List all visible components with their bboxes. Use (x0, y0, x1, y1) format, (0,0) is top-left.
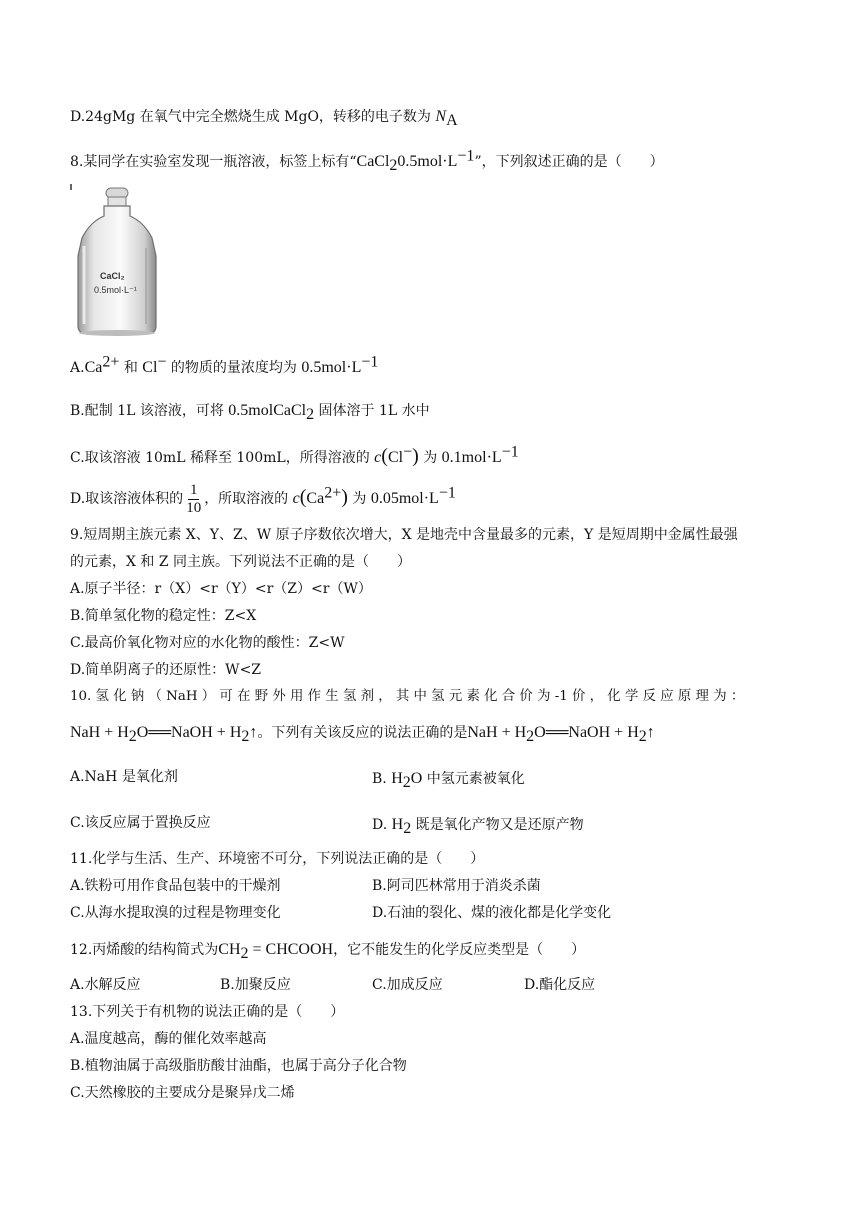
q12-option-c: C.加成反应 (372, 977, 443, 993)
q9-option-b: B.简单氢化物的稳定性：Z<X (70, 608, 257, 624)
q13-option-c: C.天然橡胶的主要成分是聚异戊二烯 (70, 1085, 295, 1101)
q11-option-a: A.铁粉可用作食品包装中的干燥剂 (70, 878, 281, 894)
q12-option-d: D.酯化反应 (524, 977, 596, 993)
bottle-label-concentration: 0.5mol·L⁻¹ (94, 285, 137, 295)
q10-option-d: D. $H_2$ 既是氧化产物又是还原产物 (372, 816, 584, 837)
q12-stem: 12.丙烯酸的结构简式为$CH_2$ = CHCOOH，它不能发生的化学反应类型是（ ） (70, 941, 586, 962)
bottle-label-formula: CaCl₂ (100, 271, 125, 281)
q9-stem-line1: 9.短周期主族元素 X、Y、Z、W 原子序数依次增大，X 是地壳中含量最多的元素，Y 是短周期中金属性最强 (70, 527, 738, 543)
q9-option-c: C.最高价氧化物对应的水化物的酸性：Z<W (70, 635, 345, 651)
q10-option-b: B. $H_2O$ 中氢元素被氧化 (372, 770, 525, 791)
q12-option-a: A.水解反应 (70, 977, 141, 993)
q12-option-b: B.加聚反应 (220, 977, 291, 993)
q11-option-b: B.阿司匹林常用于消炎杀菌 (372, 878, 541, 894)
q10-stem-line2: NaH + $H_2O══NaOH$ + $H_2↑$。下列有关该反应的说法正确的是NaH + $H_2O══NaOH$ + $H_2↑$ (70, 724, 655, 745)
q8-stem: 8.某同学在实验室发现一瓶溶液，标签上标有“$CaCl_20.5mol\cdot L^{-1}$”，下列叙述正确的是（ ） (70, 147, 664, 174)
q10-option-a: A.NaH 是氧化剂 (70, 769, 178, 785)
q8-option-a: $A.Ca^{2+}$ 和 Cl− 的物质的量浓度均为 $0.5mol\cdot L^{-1}$ (70, 353, 379, 376)
q9-option-d: D.简单阴离子的还原性：W<Z (70, 662, 262, 678)
q13-stem: 13.下列关于有机物的说法正确的是（ ） (70, 1004, 345, 1020)
q11-stem: 11.化学与生活、生产、环境密不可分，下列说法正确的是（ ） (70, 851, 485, 867)
image-corner-mark (70, 184, 72, 190)
q10-stem-line1: 10. 氢 化 钠 （ NaH ） 可 在 野 外 用 作 生 氢 剂 ， 其 中 氢 元 素 化 合 价 为 -1 价 ， 化 学 反 应 原 理 为 ： (70, 689, 745, 704)
q13-option-b: B.植物油属于高级脂肪酸甘油酯，也属于高分子化合物 (70, 1058, 407, 1074)
q8-option-c: C.取该溶液 10mL 稀释至 100mL，所得溶液的 c(Cl−) 为 $0.1mol\cdot L^{-1}$ (70, 443, 519, 467)
q9-option-a: A.原子半径：r（X）<r（Y）<r（Z）<r（W） (70, 581, 372, 597)
q9-stem-line2: 的元素，X 和 Z 同主族。下列说法不正确的是（ ） (70, 554, 412, 570)
q8-option-b: B.配制 1L 该溶液，可将 0.5molCaCl$_2$ 固体溶于 1L 水中 (70, 402, 430, 423)
reagent-bottle-image (74, 186, 160, 338)
q10-option-c: C.该反应属于置换反应 (70, 815, 211, 831)
fraction-one-tenth: $\frac{1}{10}$ (186, 482, 202, 516)
q13-option-a: A.温度越高，酶的催化效率越高 (70, 1031, 267, 1047)
q11-option-c: C.从海水提取溴的过程是物理变化 (70, 905, 281, 921)
q7-option-d: D.24gMg 在氧气中完全燃烧生成 MgO，转移的电子数为 $N_A$ (70, 108, 458, 129)
q11-option-d: D.石油的裂化、煤的液化都是化学变化 (372, 905, 612, 921)
q8-option-d: D.取该溶液体积的 $\frac{1}{10}$ ，所取溶液的 $c(Ca^{2+})$ 为 $0.05mol\cdot L^{-1}$ (70, 482, 456, 516)
